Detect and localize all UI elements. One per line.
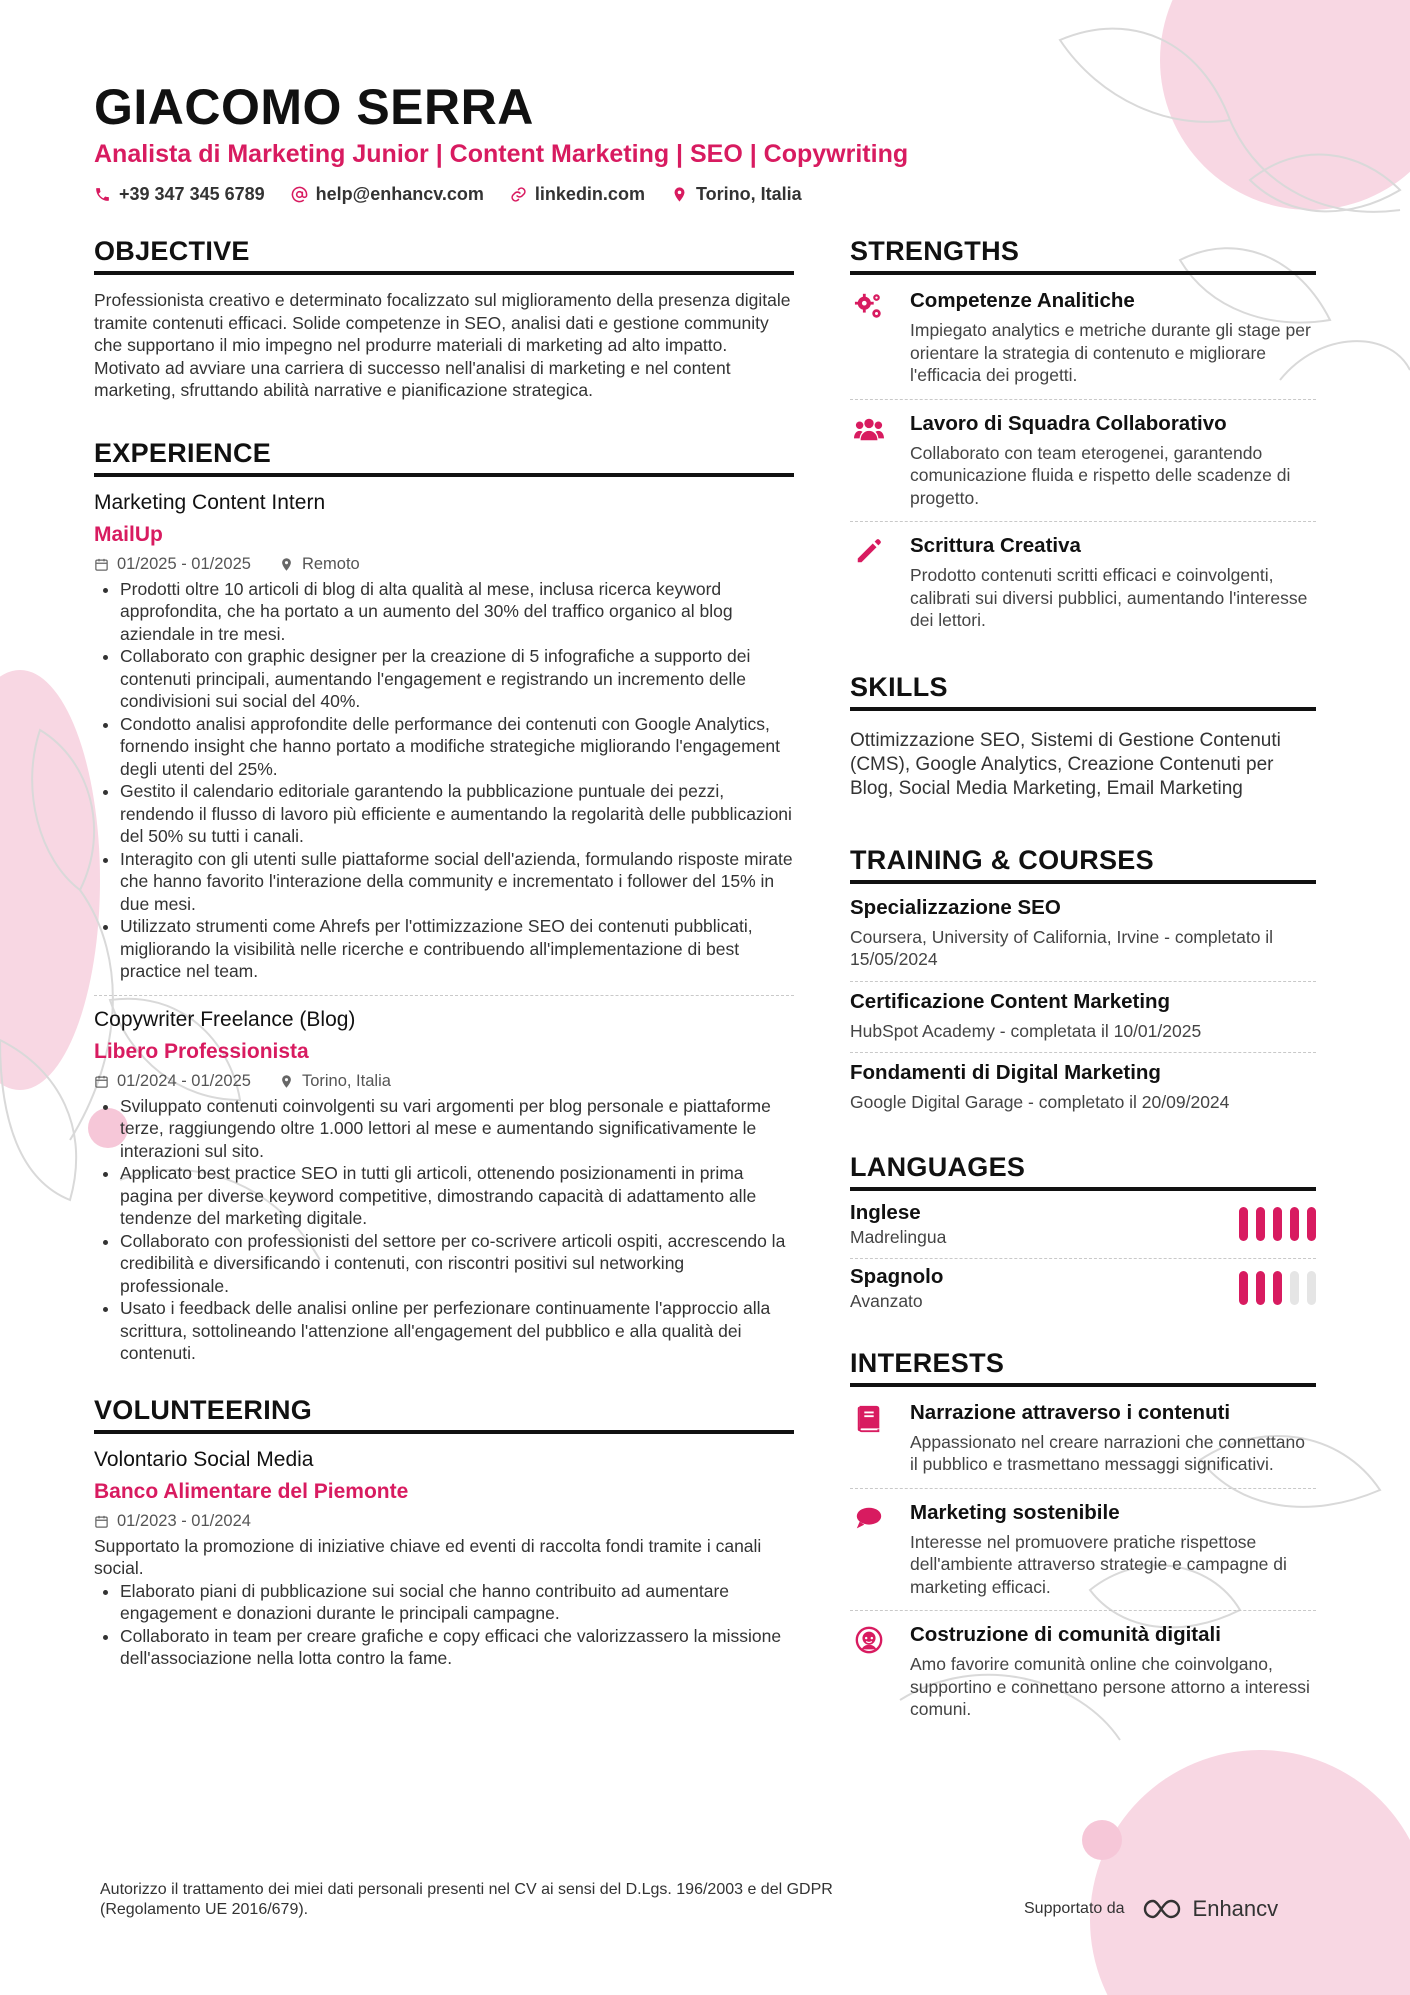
job-dates-text: 01/2024 - 01/2025 xyxy=(117,1071,251,1090)
job-location-text: Remoto xyxy=(301,554,360,573)
objective-text: Professionista creativo e determinato focalizzato sul miglioramento della presenza digitale tramite contenuti efficaci. Solide competenze in SEO, analisi dati e gestione community che supportano il mio impegno nel produrre materiali di marketing ad alto impatto. Motivato ad avviare una carriera di successo nell'analisi di marketing e nel content marketing, sfruttando abilità narrative e pianificazione strategica. xyxy=(94,290,791,400)
section-title-volunteering: VOLUNTEERING xyxy=(94,1395,794,1434)
calendar-icon xyxy=(94,1514,109,1529)
job-company: MailUp xyxy=(94,522,163,546)
language-item xyxy=(850,1195,1316,1259)
rating-bar xyxy=(1273,1207,1282,1241)
rating-bar xyxy=(1307,1207,1316,1241)
rating-bar xyxy=(1256,1207,1265,1241)
linkedin-text: linkedin.com xyxy=(534,184,645,204)
rating-bar xyxy=(1256,1271,1265,1305)
interest-icon-wrap xyxy=(850,1623,888,1721)
candidate-name: GIACOMO SERRA xyxy=(94,79,534,135)
job-bullets xyxy=(94,1095,794,1365)
rating-bar xyxy=(1273,1271,1282,1305)
bullet-item: • Collaborato in team per creare grafiche e copy efficaci che valorizzassero la missione dell'associazione nella lotta contro la fame. xyxy=(120,1625,794,1670)
job-location xyxy=(279,1072,391,1091)
job-dates xyxy=(94,555,251,574)
course-desc: Google Digital Garage - completato il 20/09/2024 xyxy=(850,1092,1230,1112)
book-icon xyxy=(854,1403,884,1433)
job-role: Copywriter Freelance (Blog) xyxy=(94,1007,356,1031)
course-title: Specializzazione SEO xyxy=(850,895,1061,919)
job-meta xyxy=(94,555,794,574)
course-item xyxy=(850,982,1316,1054)
volunteer-summary: Supportato la promozione di iniziative chiave ed eventi di raccolta fondi tramite i canali social. xyxy=(94,1535,762,1578)
job-company: Libero Professionista xyxy=(94,1039,309,1063)
volunteer-role: Volontario Social Media xyxy=(94,1447,314,1471)
section-title-training: TRAINING & COURSES xyxy=(850,845,1316,884)
training-section xyxy=(850,845,1316,1124)
language-name: Spagnolo xyxy=(850,1264,944,1288)
interest-desc: Interesse nel promuovere pratiche rispettose dell'ambiente attraverso strategie e campagne di marketing efficaci. xyxy=(910,1531,1287,1597)
course-item xyxy=(850,888,1316,982)
users-icon xyxy=(854,414,884,444)
brand-logo[interactable] xyxy=(1139,1896,1279,1922)
calendar-icon xyxy=(94,1074,109,1089)
strength-desc: Impiegato analytics e metriche durante gli stage per orientare la strategia di contenuto e migliorare l'efficacia dei progetti. xyxy=(910,320,1311,385)
section-title-skills: SKILLS xyxy=(850,672,1316,711)
strength-title: Competenze Analitiche xyxy=(910,289,1135,312)
bullet-item: • Usato i feedback delle analisi online per perfezionare continuamente l'approccio alla scrittura, sottolineando l'attenzione all'engagement del pubblico e alla qualità dei contenuti. xyxy=(120,1297,794,1365)
bullet-item: • Sviluppato contenuti coinvolgenti su vari argomenti per blog personale e piattaforme terze, raggiungendo oltre 1.000 lettori al mese e aumentando significativamente le interazioni sul sito. xyxy=(120,1095,794,1163)
job-dates xyxy=(94,1072,251,1091)
bullet-item: • Elaborato piani di pubblicazione sui social che hanno contribuito ad aumentare engagement e donazioni durante le principali campagne. xyxy=(120,1580,794,1625)
bullet-item: • Gestito il calendario editoriale garantendo la pubblicazione puntuale dei pezzi, rendendo il flusso di lavoro più efficiente e aumentando la regolarità delle pubblicazioni del 50% su tutti i canali. xyxy=(120,780,794,848)
email-text: help@enhancv.com xyxy=(315,184,484,204)
language-level: Madrelingua xyxy=(850,1226,947,1247)
bullet-item: • Applicato best practice SEO in tutti gli articoli, ottenendo posizionamenti in prima pagina per diverse keyword competitive, dimostrando capacità di adattamento alle tendenze del marketing digitale. xyxy=(120,1162,794,1230)
objective-section xyxy=(94,236,794,402)
language-item xyxy=(850,1259,1316,1322)
rating-bar xyxy=(1290,1271,1299,1305)
language-rating xyxy=(1239,1271,1316,1305)
speech-bubble-icon xyxy=(854,1503,884,1533)
strength-icon-wrap xyxy=(850,534,888,632)
pencil-icon xyxy=(854,536,884,566)
phone-text: +39 347 345 6789 xyxy=(119,184,265,204)
brand-name: Enhancv xyxy=(1192,1896,1279,1921)
powered-by-label: Supportato da xyxy=(1024,1900,1125,1917)
interest-icon-wrap xyxy=(850,1501,888,1599)
course-desc: HubSpot Academy - completata il 10/01/2025 xyxy=(850,1020,1202,1041)
contact-bar xyxy=(94,184,802,205)
experience-entry xyxy=(94,491,794,995)
at-icon xyxy=(291,186,308,203)
course-title: Fondamenti di Digital Marketing xyxy=(850,1061,1161,1084)
language-name: Inglese xyxy=(850,1200,921,1224)
strength-icon-wrap xyxy=(850,412,888,510)
person-icon xyxy=(854,1625,884,1655)
right-column xyxy=(850,236,1316,1733)
job-role: Marketing Content Intern xyxy=(94,490,326,514)
bullet-item: • Prodotti oltre 10 articoli di blog di alta qualità al mese, inclusa ricerca keyword approfondita, che ha portato a un aumento del 30% del traffico organico al blog aziendale in tre mesi. xyxy=(120,578,794,646)
strength-item xyxy=(850,400,1316,523)
rating-bar xyxy=(1307,1271,1316,1305)
bullet-item: • Collaborato con professionisti del settore per co-scrivere articoli ospiti, accrescendo la credibilità e diversificando i contenuti, con riscontri positivi sul networking professionale. xyxy=(120,1230,794,1298)
phone-icon xyxy=(94,186,111,203)
volunteer-org: Banco Alimentare del Piemonte xyxy=(94,1479,409,1503)
volunteer-meta xyxy=(94,1512,794,1531)
course-desc: Coursera, University of California, Irvine - completato il 15/05/2024 xyxy=(850,926,1274,969)
strength-desc: Prodotto contenuti scritti efficaci e coinvolgenti, calibrati sui diversi pubblici, aumentando l'interesse dei lettori. xyxy=(910,565,1308,630)
job-location-text: Torino, Italia xyxy=(301,1071,391,1090)
experience-section xyxy=(94,438,794,1377)
section-title-strengths: STRENGTHS xyxy=(850,236,1316,275)
strength-icon-wrap xyxy=(850,289,888,387)
rating-bar xyxy=(1239,1271,1248,1305)
strengths-section xyxy=(850,236,1316,644)
location-icon xyxy=(279,1074,294,1089)
interest-icon-wrap xyxy=(850,1401,888,1476)
interests-section xyxy=(850,1348,1316,1733)
job-dates-text: 01/2025 - 01/2025 xyxy=(117,554,251,573)
bullet-item: • Condotto analisi approfondite delle performance dei contenuti con Google Analytics, fornendo insight che hanno portato a modifiche strategiche migliorando l'engagement degli utenti del 25%. xyxy=(120,713,794,781)
interest-item xyxy=(850,1489,1316,1612)
volunteer-dates-text: 01/2023 - 01/2024 xyxy=(117,1511,251,1530)
volunteering-section xyxy=(94,1395,794,1682)
left-column xyxy=(94,236,794,1682)
location-icon xyxy=(671,186,688,203)
privacy-notice: Autorizzo il trattamento dei miei dati personali presenti nel CV ai sensi del D.Lgs. 196/2003 e del GDPR (Regolamento UE 2016/679). xyxy=(100,1881,833,1918)
contact-linkedin[interactable] xyxy=(510,184,645,205)
strength-title: Scrittura Creativa xyxy=(910,534,1081,557)
gears-icon xyxy=(854,291,884,321)
interest-item xyxy=(850,1389,1316,1489)
rating-bar xyxy=(1239,1207,1248,1241)
section-title-languages: LANGUAGES xyxy=(850,1152,1316,1191)
interest-title: Costruzione di comunità digitali xyxy=(910,1623,1221,1646)
language-level: Avanzato xyxy=(850,1290,923,1311)
rating-bar xyxy=(1290,1207,1299,1241)
language-rating xyxy=(1239,1207,1316,1241)
section-title-experience: EXPERIENCE xyxy=(94,438,794,477)
interest-desc: Amo favorire comunità online che coinvolgano, supportino e connettano persone attorno a interessi comuni. xyxy=(910,1654,1310,1719)
languages-section xyxy=(850,1152,1316,1322)
location-text: Torino, Italia xyxy=(695,184,802,204)
enhancv-logo-icon xyxy=(1139,1897,1185,1921)
course-item xyxy=(850,1053,1316,1124)
bullet-item: • Collaborato con graphic designer per la creazione di 5 infografiche a supporto dei contenuti principali, aumentando l'engagement e registrando un incremento delle condivisioni sui social del 40%. xyxy=(120,645,794,713)
bullet-item: • Utilizzato strumenti come Ahrefs per l'ottimizzazione SEO dei contenuti pubblicati, migliorando la visibilità nelle ricerche e contribuendo all'implementazione di best practice nel team. xyxy=(120,915,794,983)
candidate-title: Analista di Marketing Junior | Content Marketing | SEO | Copywriting xyxy=(94,140,909,168)
link-icon xyxy=(510,186,527,203)
location-icon xyxy=(279,557,294,572)
job-meta xyxy=(94,1072,794,1091)
experience-entry xyxy=(94,995,794,1377)
interest-title: Marketing sostenibile xyxy=(910,1500,1120,1524)
strength-item xyxy=(850,522,1316,644)
job-location xyxy=(279,555,360,574)
strength-desc: Collaborato con team eterogenei, garantendo comunicazione fluida e rispetto delle scadenze di progetto. xyxy=(910,442,1291,508)
volunteer-bullets xyxy=(94,1580,794,1670)
calendar-icon xyxy=(94,557,109,572)
volunteer-dates xyxy=(94,1512,251,1531)
bullet-item: • Interagito con gli utenti sulle piattaforme social dell'azienda, formulando risposte mirate che hanno favorito l'interazione della community e incrementato i follower del 15% in due mesi. xyxy=(120,848,794,916)
job-bullets xyxy=(94,578,794,983)
contact-email[interactable] xyxy=(291,184,484,205)
course-title: Certificazione Content Marketing xyxy=(850,989,1171,1013)
strength-item xyxy=(850,277,1316,400)
strength-title: Lavoro di Squadra Collaborativo xyxy=(910,411,1227,435)
contact-phone[interactable] xyxy=(94,184,265,205)
section-title-objective: OBJECTIVE xyxy=(94,236,794,275)
interest-title: Narrazione attraverso i contenuti xyxy=(910,1400,1231,1424)
skills-list: Ottimizzazione SEO, Sistemi di Gestione Contenuti (CMS), Google Analytics, Creazione Contenuti per Blog, Social Media Marketing, Email Marketing xyxy=(850,729,1281,799)
skills-section xyxy=(850,672,1316,801)
interest-item xyxy=(850,1611,1316,1733)
section-title-interests: INTERESTS xyxy=(850,1348,1316,1387)
contact-location xyxy=(671,184,802,205)
powered-by xyxy=(1024,1896,1278,1922)
interest-desc: Appassionato nel creare narrazioni che connettano il pubblico e trasmettano messaggi significativi. xyxy=(910,1431,1305,1474)
volunteering-entry xyxy=(94,1448,794,1682)
